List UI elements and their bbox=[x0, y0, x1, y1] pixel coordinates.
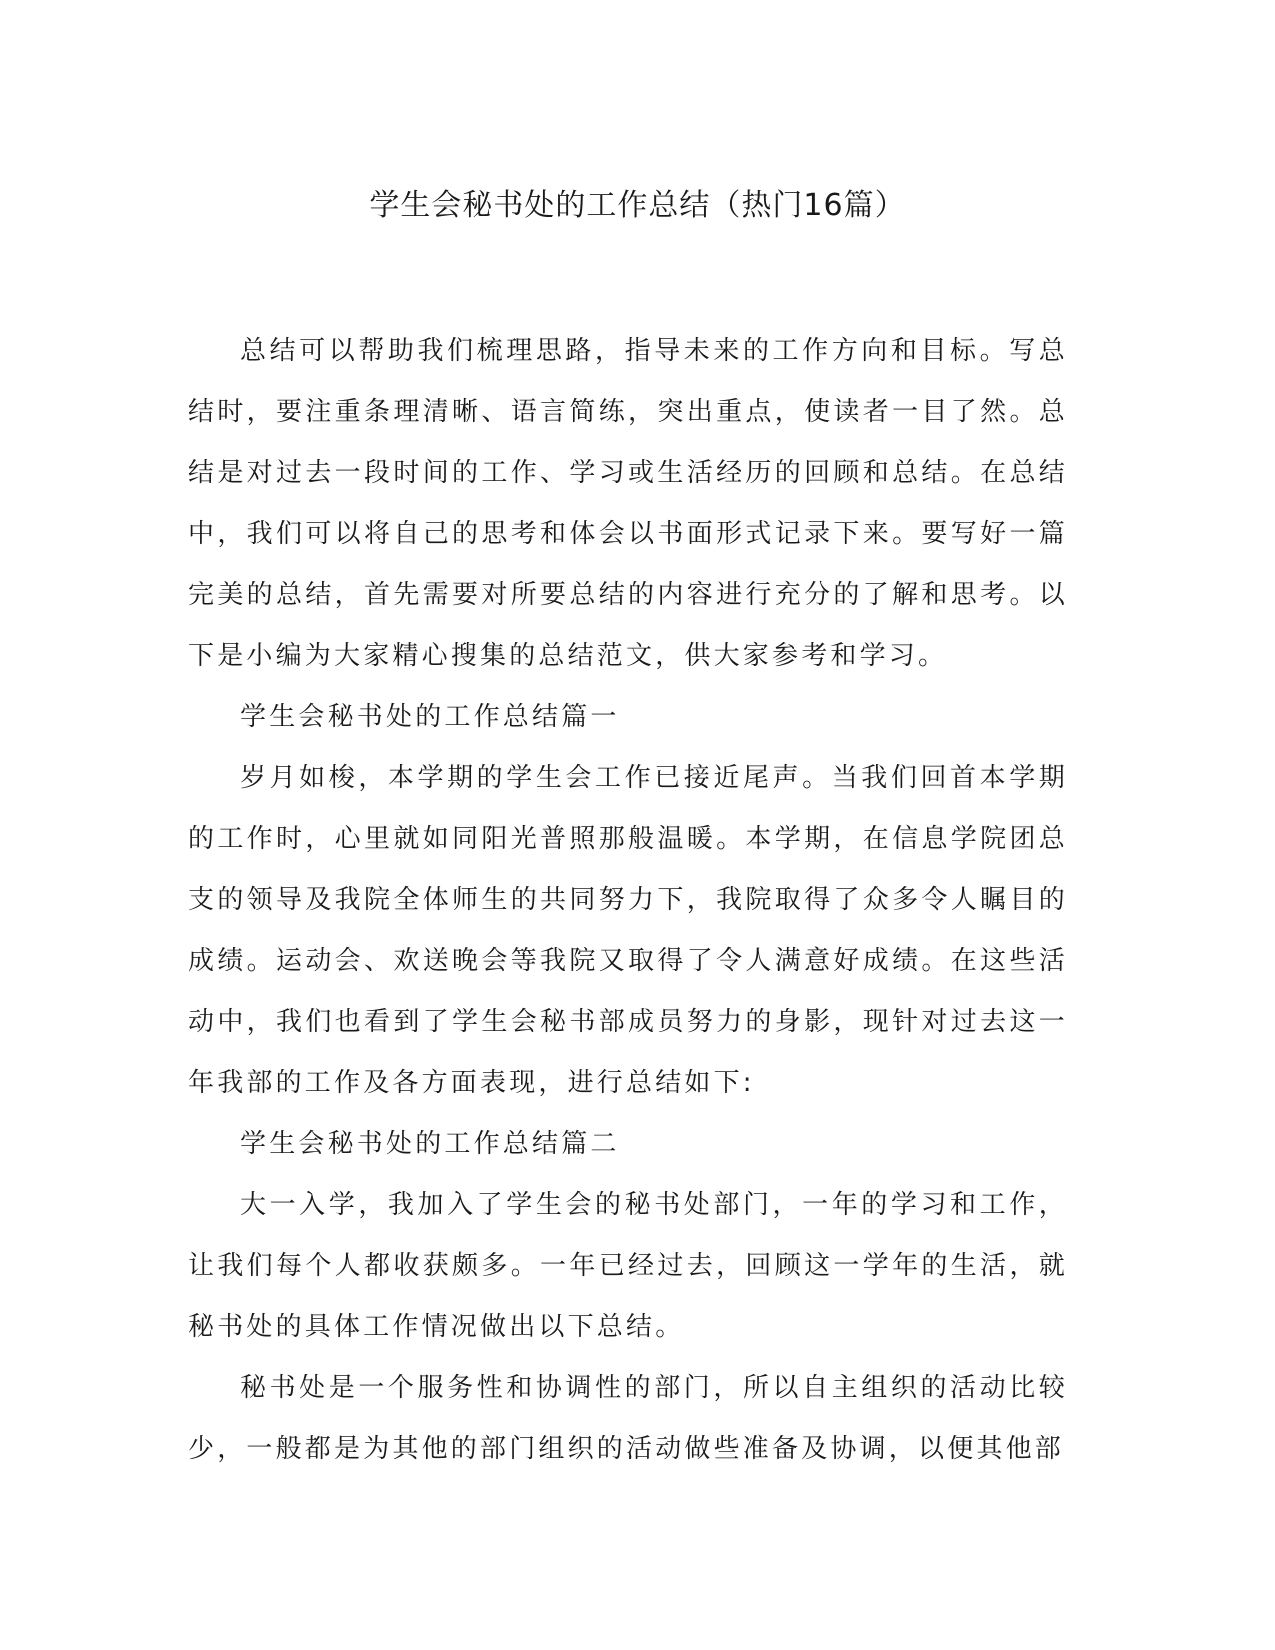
section-1-paragraph: 岁月如梭，本学期的学生会工作已接近尾声。当我们回首本学期的工作时，心里就如同阳光普照那般温暖。本学期，在信息学院团总支的领导及我院全体师生的共同努力下，我院取得了众多令人瞩目的成绩。运动会、欢送晚会等我院又取得了令人满意好成绩。在这些活动中，我们也看到了学生会秘书部成员努力的身影，现针对过去这一年我部的工作及各方面表现，进行总结如下: bbox=[188, 763, 1068, 1098]
section-heading-2: 学生会秘书处的工作总结篇二 bbox=[240, 1129, 620, 1159]
document-title: 学生会秘书处的工作总结（热门16篇） bbox=[369, 188, 906, 223]
section-2-paragraph-2: 秘书处是一个服务性和协调性的部门，所以自主组织的活动比较少，一般都是为其他的部门组织的活动做些准备及协调，以便其他部 bbox=[188, 1373, 1068, 1464]
document-body bbox=[188, 321, 1068, 1480]
intro-paragraph: 总结可以帮助我们梳理思路，指导未来的工作方向和目标。写总结时，要注重条理清晰、语言简练，突出重点，使读者一目了然。总结是对过去一段时间的工作、学习或生活经历的回顾和总结。在总结中，我们可以将自己的思考和体会以书面形式记录下来。要写好一篇完美的总结，首先需要对所要总结的内容进行充分的了解和思考。以下是小编为大家精心搜集的总结范文，供大家参考和学习。 bbox=[188, 336, 1068, 671]
section-heading-1: 学生会秘书处的工作总结篇一 bbox=[240, 702, 620, 732]
section-2-paragraph-1: 大一入学，我加入了学生会的秘书处部门，一年的学习和工作，让我们每个人都收获颇多。一年已经过去，回顾这一学年的生活，就秘书处的具体工作情况做出以下总结。 bbox=[188, 1190, 1068, 1342]
